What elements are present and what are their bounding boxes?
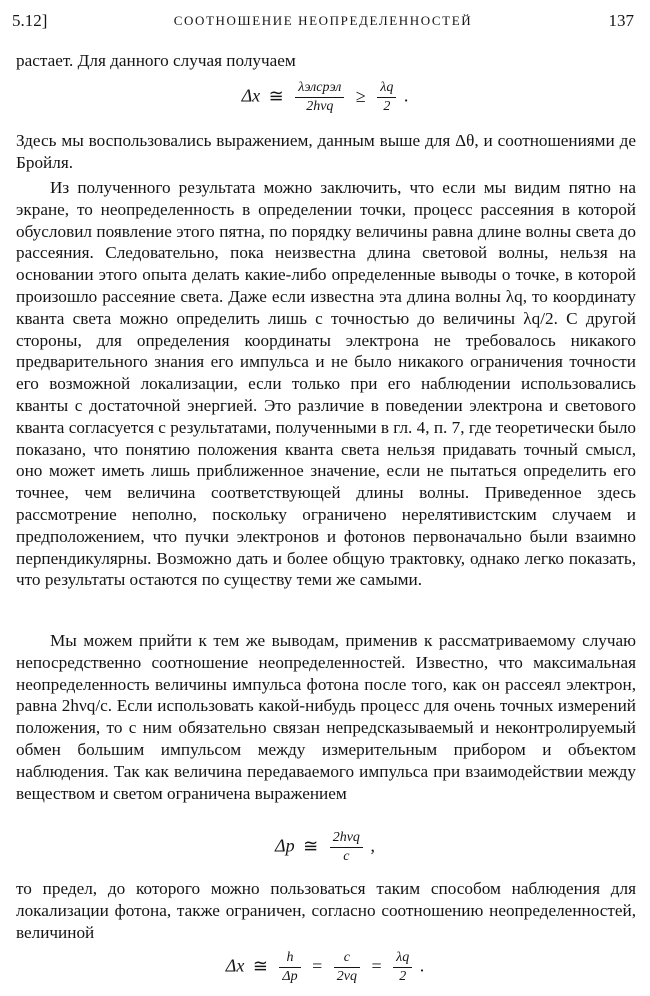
fraction xyxy=(393,950,412,985)
formula-relation: ≅ xyxy=(252,955,268,976)
paragraph-2: Здесь мы воспользовались выражением, данным выше для Δθ, и соотношениями де Бройля. xyxy=(16,131,636,172)
section-number: 5.12] xyxy=(12,11,48,30)
formula-delta-x-1 xyxy=(0,80,650,115)
formula-delta-p xyxy=(0,830,650,865)
formula-lhs: Δp xyxy=(275,835,295,856)
fraction-denominator: 2 xyxy=(383,99,391,114)
formula-lhs: Δx xyxy=(241,85,261,106)
fraction-numerator: c xyxy=(334,950,360,968)
paragraph-3: Из полученного результата можно заключить, что если мы видим пятно на экране, то неопределенность в определении точки, процесс рассеяния в которой обусловил появление этого пятна, по порядку величины равна длине волны света до рассеяния. Следовательно, пока неизвестна длина световой волны, нельзя на основании этого опыта делать какие-либо определенные выводы о точке, в которой произошло рассеяние света. Даже если известна эта длина волны λq, то координату кванта света можно определить лишь с точностью до величины λq/2. С другой стороны, для определения координаты электрона не требовалось никакого предварительного знания его импульса и не было никакого ограничения точности его возможной локализации, если только при его наблюдении использовались кванты с достаточной энергией. Это различие в поведении электрона и светового кванта согласуется с результатами, полученными в гл. 4, п. 7, где теоретически было показано, что понятию положения кванта света нельзя придавать точный смысл, оно может иметь лишь приближенное значение, если не пытаться определить его точнее, чем величина соответствующей длины волны. Приведенное здесь рассмотрение неполно, поскольку ограничено нерелятивистским случаем и предположением, что пучки электронов и фотонов первоначально были взаимно перпендикулярны. Возможно дать и более общую трактовку, однако легко показать, что результаты остаются по существу теми же самыми. xyxy=(16,178,636,590)
fraction xyxy=(279,950,300,985)
fraction-numerator: 2hνq xyxy=(330,830,363,848)
fraction-numerator: λq xyxy=(393,950,412,968)
fraction xyxy=(295,80,344,115)
formula-relation: = xyxy=(371,955,382,976)
fraction-denominator: Δp xyxy=(282,969,298,984)
formula-relation: ≥ xyxy=(355,85,366,106)
formula-punctuation: , xyxy=(370,835,375,856)
page-header xyxy=(12,8,634,36)
formula-delta-x-2 xyxy=(0,950,650,985)
formula-punctuation: . xyxy=(403,85,409,106)
page-number: 137 xyxy=(608,11,634,30)
fraction xyxy=(377,80,396,115)
fraction-numerator: λэлcpэл xyxy=(295,80,344,98)
paragraph-5: то предел, до которого можно пользоваться таким способом наблюдения для локализации фотона, также ограничен, согласно соотношению неопределенностей, величиной xyxy=(16,879,636,942)
formula-relation: ≅ xyxy=(268,85,284,106)
fraction-denominator: 2hνq xyxy=(306,99,334,114)
fraction-denominator: 2νq xyxy=(336,969,357,984)
fraction xyxy=(334,950,360,985)
fraction-denominator: c xyxy=(343,849,350,864)
paragraph-4: Мы можем прийти к тем же выводам, применив к рассматриваемому случаю непосредственно соотношение неопределенностей. Известно, что максимальная неопределенность величины импульса фотона после того, как он рассеял электрон, равна 2hνq/c. Если использовать какой-нибудь процесс для очень точных измерений положения, то с ним обязательно связан непредсказываемый и неконтролируемый обмен большим импульсом между измерительным прибором и объектом наблюдения. Так как величина передаваемого импульса при взаимодействии между веществом и светом ограничена выражением xyxy=(16,631,636,803)
formula-relation: = xyxy=(312,955,323,976)
fraction-numerator: λq xyxy=(377,80,396,98)
paragraph-1: растает. Для данного случая получаем xyxy=(16,51,296,70)
fraction-numerator: h xyxy=(279,950,300,968)
formula-lhs: Δx xyxy=(225,955,245,976)
formula-relation: ≅ xyxy=(303,835,319,856)
formula-punctuation: . xyxy=(419,955,425,976)
fraction xyxy=(330,830,363,865)
fraction-denominator: 2 xyxy=(399,969,407,984)
running-title: СООТНОШЕНИЕ НЕОПРЕДЕЛЕННОСТЕЙ xyxy=(173,13,473,28)
